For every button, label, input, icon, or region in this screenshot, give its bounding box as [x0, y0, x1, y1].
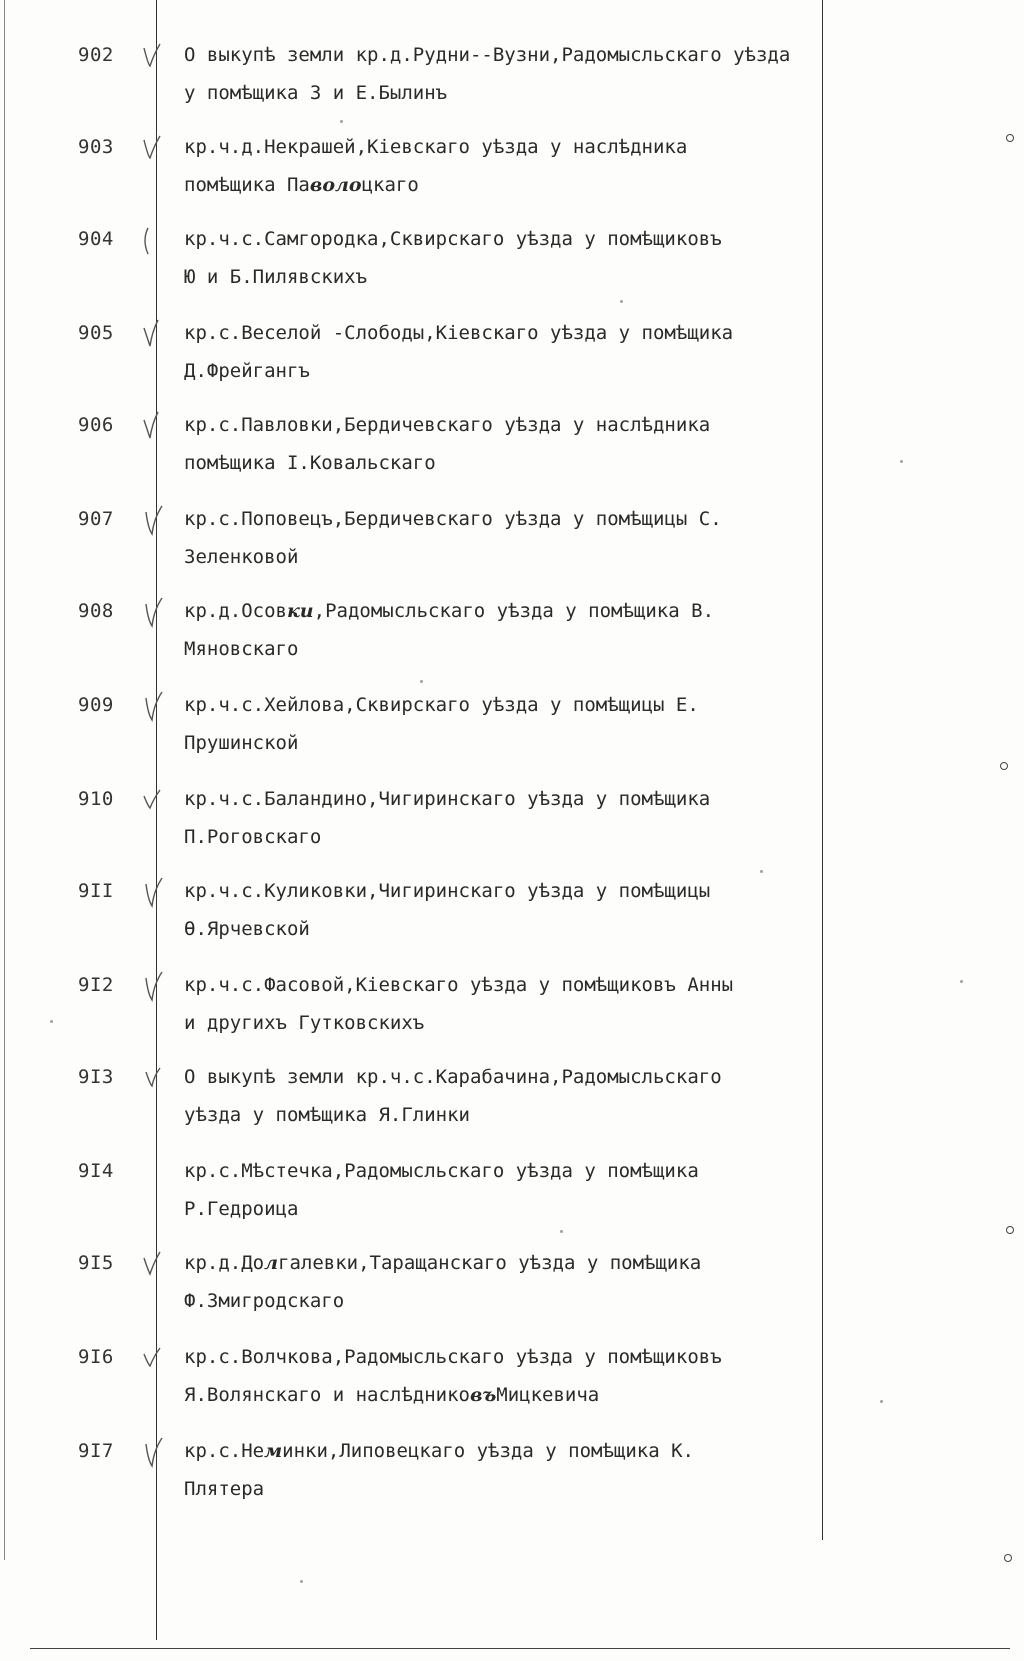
checkmark-icon	[140, 876, 164, 908]
entry-914	[0, 1160, 1024, 1240]
paper-speck	[560, 1230, 563, 1233]
entry-line-2: и другихъ Гутковскихъ	[184, 1012, 425, 1034]
entry-line-1: кр.с.Мѣстечка,Радомысльскаго уѣзда у помѣщика	[184, 1160, 699, 1182]
checkmark-icon	[140, 410, 164, 442]
entry-915	[0, 1252, 1024, 1332]
paper-speck	[760, 870, 763, 873]
handwritten-insert: воло	[309, 174, 362, 196]
entry-number: 9I2	[78, 974, 114, 996]
entry-903	[0, 136, 1024, 216]
entry-line-1: О выкупѣ земли кр.ч.с.Карабачина,Радомысльскаго	[184, 1066, 722, 1088]
entry-number: 903	[78, 136, 114, 158]
entry-line-2: Плятера	[184, 1478, 265, 1500]
handwritten-insert: л	[264, 1252, 278, 1274]
checkmark-icon	[140, 1436, 164, 1468]
entry-number: 909	[78, 694, 114, 716]
entry-917	[0, 1440, 1024, 1520]
entry-line-1	[184, 1440, 694, 1462]
entry-line-1: кр.ч.с.Хейлова,Сквирскаго уѣзда у помѣщицы Е.	[184, 694, 699, 716]
entry-line-2: у помѣщика З и Е.Былинъ	[184, 82, 448, 104]
entry-line-1: кр.с.Веселой -Слободы,Кіевскаго уѣзда у помѣщика	[184, 322, 734, 344]
entry-line-2: Д.Фрейгангъ	[184, 360, 310, 382]
entry-line-1: кр.ч.д.Некрашей,Кіевскаго уѣзда у наслѣдника	[184, 136, 688, 158]
entry-910	[0, 788, 1024, 868]
entry-line-2: Прушинской	[184, 732, 299, 754]
entry-913	[0, 1066, 1024, 1146]
entry-909	[0, 694, 1024, 774]
entry-line-1: кр.ч.с.Самгородка,Сквирскаго уѣзда у помѣщиковъ	[184, 228, 722, 250]
entry-line-2: Мяновскаго	[184, 638, 299, 660]
entry-line-1: кр.ч.с.Баландино,Чигиринскаго уѣзда у помѣщика	[184, 788, 711, 810]
typed-text: Мицкевича	[496, 1384, 600, 1406]
entry-line-2: П.Роговскаго	[184, 826, 322, 848]
checkmark-icon	[140, 1062, 164, 1094]
paper-speck	[420, 680, 423, 683]
entry-904	[0, 228, 1024, 308]
bottom-rule	[30, 1648, 1010, 1649]
entry-number: 907	[78, 508, 114, 530]
entry-number: 910	[78, 788, 114, 810]
typed-text: галевки,Таращанскаго уѣзда у помѣщика	[278, 1252, 702, 1274]
entry-line-1: кр.с.Волчкова,Радомысльскаго уѣзда у помѣщиковъ	[184, 1346, 722, 1368]
entry-908	[0, 600, 1024, 680]
paper-speck	[340, 120, 343, 123]
checkmark-icon	[140, 132, 164, 164]
handwritten-insert: м	[264, 1440, 283, 1462]
margin-circle-mark	[1000, 762, 1008, 770]
checkmark-icon	[140, 690, 164, 722]
entry-916	[0, 1346, 1024, 1426]
entry-number: 905	[78, 322, 114, 344]
typed-text: кр.с.Не	[184, 1440, 265, 1462]
entry-number: 9I5	[78, 1252, 114, 1274]
entry-line-2: помѣщика I.Ковальскаго	[184, 452, 436, 474]
entry-line-2	[184, 174, 419, 196]
entry-906	[0, 414, 1024, 494]
paper-speck	[620, 300, 623, 303]
entry-line-1: кр.с.Павловки,Бердичевскаго уѣзда у наслѣдника	[184, 414, 711, 436]
margin-circle-mark	[1006, 134, 1014, 142]
checkmark-icon	[140, 1342, 164, 1374]
checkmark-icon	[140, 1248, 164, 1280]
handwritten-insert: ки	[286, 600, 314, 622]
entry-line-2: Ю и Б.Пилявскихъ	[184, 266, 368, 288]
typed-text: кр.д.До	[184, 1252, 265, 1274]
margin-circle-mark	[1006, 1226, 1014, 1234]
paper-speck	[50, 1020, 53, 1023]
entry-number: 9I6	[78, 1346, 114, 1368]
margin-circle-mark	[1004, 1554, 1012, 1562]
checkmark-icon	[140, 504, 164, 536]
handwritten-insert: въ	[469, 1384, 497, 1406]
entry-number: 9I4	[78, 1160, 114, 1182]
entry-line-2: уѣзда у помѣщика Я.Глинки	[184, 1104, 470, 1126]
entry-number: 908	[78, 600, 114, 622]
entry-number: 906	[78, 414, 114, 436]
typed-text: кр.д.Осов	[184, 600, 287, 622]
entry-line-2: Ѳ.Ярчевской	[184, 918, 310, 940]
typed-text: цкаго	[361, 174, 419, 196]
entry-number: 902	[78, 44, 114, 66]
checkmark-icon	[140, 596, 164, 628]
entry-912	[0, 974, 1024, 1054]
checkmark-icon	[140, 224, 164, 256]
paper-speck	[960, 980, 963, 983]
entry-907	[0, 508, 1024, 588]
entry-line-2	[184, 1384, 599, 1406]
checkmark-icon	[140, 40, 164, 72]
entry-number: 9II	[78, 880, 114, 902]
checkmark-icon	[140, 970, 164, 1002]
entry-number: 9I7	[78, 1440, 114, 1462]
typed-text: Я.Волянскаго и наслѣднико	[184, 1384, 470, 1406]
typed-text: помѣщика Па	[184, 174, 310, 196]
paper-speck	[900, 460, 903, 463]
entry-line-1: кр.ч.с.Куликовки,Чигиринскаго уѣзда у помѣщицы	[184, 880, 711, 902]
checkmark-icon	[140, 784, 164, 816]
entry-line-2: Р.Гедроица	[184, 1198, 299, 1220]
entry-line-1	[184, 1252, 701, 1274]
entry-line-2: Ф.Змигродскаго	[184, 1290, 345, 1312]
checkmark-icon	[140, 318, 164, 350]
paper-speck	[300, 1580, 303, 1583]
entry-line-1	[184, 600, 714, 622]
entry-number: 904	[78, 228, 114, 250]
typed-text: ,Радомысльскаго уѣзда у помѣщика В.	[313, 600, 715, 622]
entry-line-1: О выкупѣ земли кр.д.Рудни--Вузни,Радомысльскаго уѣзда	[184, 44, 791, 66]
entry-911	[0, 880, 1024, 960]
entry-line-1: кр.ч.с.Фасовой,Кіевскаго уѣзда у помѣщиковъ Анны	[184, 974, 734, 996]
entry-line-1: кр.с.Поповецъ,Бердичевскаго уѣзда у помѣщицы С.	[184, 508, 722, 530]
entry-905	[0, 322, 1024, 402]
entry-number: 9I3	[78, 1066, 114, 1088]
paper-speck	[880, 1400, 883, 1403]
entry-line-2: Зеленковой	[184, 546, 299, 568]
typed-text: инки,Липовецкаго уѣзда у помѣщика К.	[282, 1440, 694, 1462]
entry-902	[0, 44, 1024, 124]
